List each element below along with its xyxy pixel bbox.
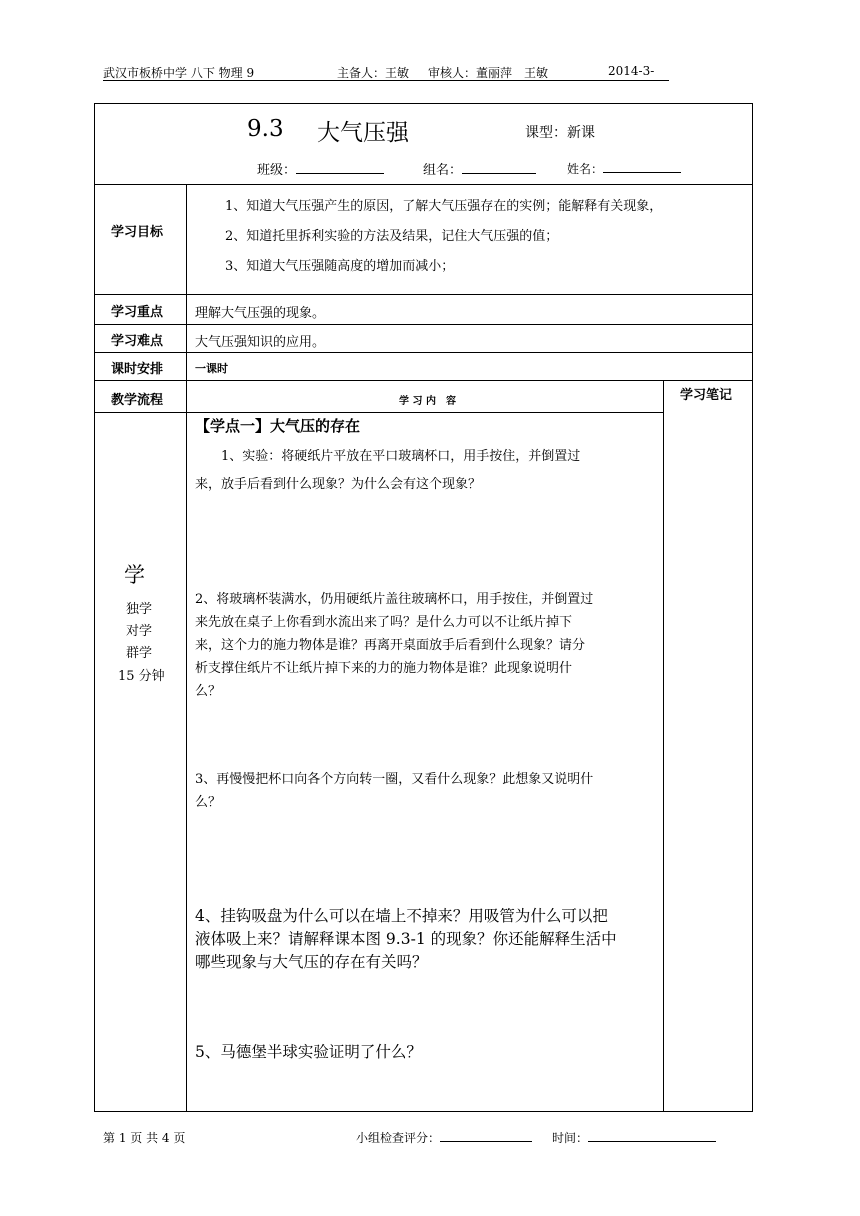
- footer-score-blank[interactable]: [440, 1141, 532, 1142]
- content-header: 学 习 内 容: [399, 396, 456, 407]
- class-field: [257, 159, 384, 178]
- group-field: [423, 159, 536, 178]
- footer-page: 第 1 页 共 4 页: [103, 1131, 186, 1145]
- q3-line-2: 么？: [195, 795, 222, 810]
- objective-3: 3、知道大气压强随高度的增加而减小；: [225, 259, 455, 274]
- running-header: [103, 62, 669, 81]
- name-label: 姓名：: [567, 162, 604, 176]
- q5-line: 5、马德堡半球实验证明了什么？: [195, 1043, 422, 1061]
- q4-line-3: 哪些现象与大气压的存在有关吗？: [195, 953, 428, 971]
- objective-1: 1、知道大气压强产生的原因，了解大气压强存在的实例；能解释有关现象，: [225, 199, 663, 214]
- objectives-label: 学习目标: [111, 225, 164, 240]
- q2-line-2: 来先放在桌子上你看到水流出来了吗？是什么力可以不让纸片掉下: [195, 615, 573, 630]
- name-blank[interactable]: [603, 172, 681, 173]
- q2-line-4: 析支撑住纸片不让纸片掉下来的力的施力物体是谁？此现象说明什: [195, 661, 573, 676]
- footer-time-blank[interactable]: [588, 1141, 716, 1142]
- q2-line-1: 2、将玻璃杯装满水，仍用硬纸片盖往玻璃杯口，用手按住，并倒置过: [195, 592, 594, 607]
- schedule-text: 一课时: [195, 362, 228, 375]
- stage-line-4: 15 分钟: [118, 669, 165, 684]
- worksheet-table: [94, 103, 753, 1112]
- class-label: 班级：: [257, 163, 297, 178]
- stage-big: 学: [124, 563, 145, 587]
- difficulty-text: 大气压强知识的应用。: [195, 335, 326, 350]
- q4-line-2: 液体吸上来？请解释课本图 9.3-1 的现象？你还能解释生活中: [195, 930, 617, 948]
- header-reviewer: 审核人：董丽萍 王敏: [428, 66, 549, 80]
- footer-score: [356, 1129, 532, 1146]
- stage-line-2: 对学: [126, 624, 153, 639]
- footer-time: [552, 1129, 716, 1146]
- stage-line-1: 独学: [126, 602, 153, 617]
- footer-time-label: 时间：: [552, 1131, 589, 1145]
- flow-label: 教学流程: [111, 393, 164, 408]
- header-school: 武汉市板桥中学 八下 物理 9: [103, 66, 255, 80]
- group-label: 组名：: [423, 163, 463, 178]
- notes-header: 学习笔记: [680, 388, 733, 403]
- q1-line-2: 来，放手后看到什么现象？为什么会有这个现象？: [195, 477, 482, 492]
- q4-line-1: 4、挂钩吸盘为什么可以在墙上不掉来？用吸管为什么可以把: [195, 907, 608, 925]
- lesson-number: 9.3: [247, 116, 284, 142]
- header-date: 2014-3-: [608, 64, 655, 78]
- q1-line-1: 1、实验：将硬纸片平放在平口玻璃杯口，用手按住，并倒置过: [195, 449, 581, 464]
- stage-line-3: 群学: [126, 646, 153, 661]
- key-point-text: 理解大气压强的现象。: [195, 306, 326, 321]
- lesson-title: 大气压强: [317, 120, 409, 146]
- q3-line-1: 3、再慢慢把杯口向各个方向转一圈，又看什么现象？此想象又说明什: [195, 772, 594, 787]
- objective-2: 2、知道托里拆利实验的方法及结果，记住大气压强的值；: [225, 229, 559, 244]
- schedule-label: 课时安排: [111, 362, 164, 377]
- name-field: [567, 160, 681, 177]
- lesson-type: 课型：新课: [525, 125, 595, 141]
- difficulty-label: 学习难点: [111, 334, 164, 349]
- key-point-label: 学习重点: [111, 305, 164, 320]
- section1-title: 【学点一】大气压的存在: [195, 417, 361, 435]
- class-blank[interactable]: [296, 173, 384, 174]
- header-preparer: 主备人：王敏: [337, 66, 410, 80]
- group-blank[interactable]: [462, 173, 536, 174]
- footer-score-label: 小组检查评分：: [356, 1131, 441, 1145]
- q2-line-5: 么？: [195, 684, 222, 699]
- q2-line-3: 来，这个力的施力物体是谁？再离开桌面放手后看到什么现象？请分: [195, 638, 586, 653]
